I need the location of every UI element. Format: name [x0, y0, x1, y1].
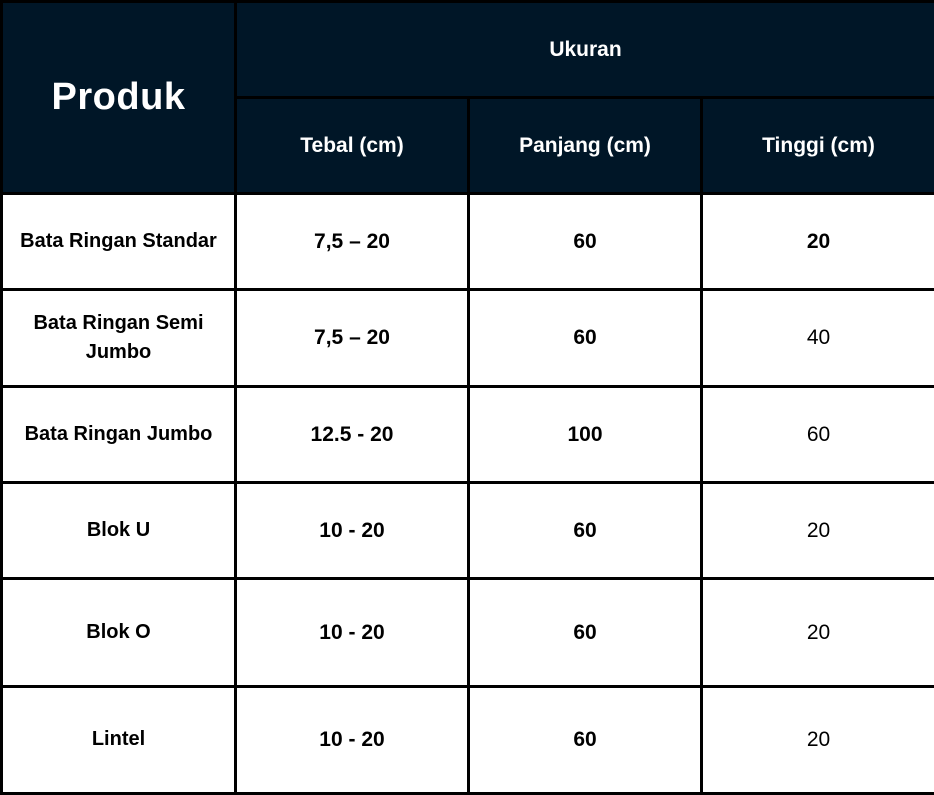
cell-panjang: 100: [469, 386, 702, 482]
cell-tebal: 7,5 – 20: [236, 290, 469, 386]
cell-tinggi: 40: [702, 290, 934, 386]
cell-tebal: 12.5 - 20: [236, 386, 469, 482]
header-panjang: Panjang (cm): [469, 98, 702, 194]
table-row: [2, 194, 934, 290]
cell-produk: Bata Ringan Semi Jumbo: [2, 290, 236, 386]
cell-tinggi: 60: [702, 386, 934, 482]
table-row: [2, 386, 934, 482]
cell-panjang: 60: [469, 686, 702, 793]
cell-tebal: 10 - 20: [236, 482, 469, 578]
header-tebal: Tebal (cm): [236, 98, 469, 194]
cell-tinggi: 20: [702, 686, 934, 793]
cell-produk: Blok U: [2, 482, 236, 578]
cell-tebal: 10 - 20: [236, 686, 469, 793]
table-body: [2, 194, 934, 794]
cell-panjang: 60: [469, 290, 702, 386]
cell-panjang: 60: [469, 194, 702, 290]
cell-produk: Bata Ringan Jumbo: [2, 386, 236, 482]
header-ukuran: Ukuran: [236, 2, 934, 98]
cell-tinggi: 20: [702, 482, 934, 578]
table-header: [2, 2, 934, 194]
table-row: [2, 482, 934, 578]
cell-tinggi: 20: [702, 194, 934, 290]
cell-panjang: 60: [469, 482, 702, 578]
cell-tebal: 10 - 20: [236, 579, 469, 686]
header-produk: Produk: [2, 2, 236, 194]
cell-tebal: 7,5 – 20: [236, 194, 469, 290]
header-row-main: [2, 2, 934, 98]
cell-produk: Bata Ringan Standar: [2, 194, 236, 290]
table-row: [2, 290, 934, 386]
header-tinggi: Tinggi (cm): [702, 98, 934, 194]
cell-tinggi: 20: [702, 579, 934, 686]
cell-produk: Lintel: [2, 686, 236, 793]
table-row: [2, 579, 934, 686]
cell-panjang: 60: [469, 579, 702, 686]
table-row: [2, 686, 934, 793]
cell-produk: Blok O: [2, 579, 236, 686]
